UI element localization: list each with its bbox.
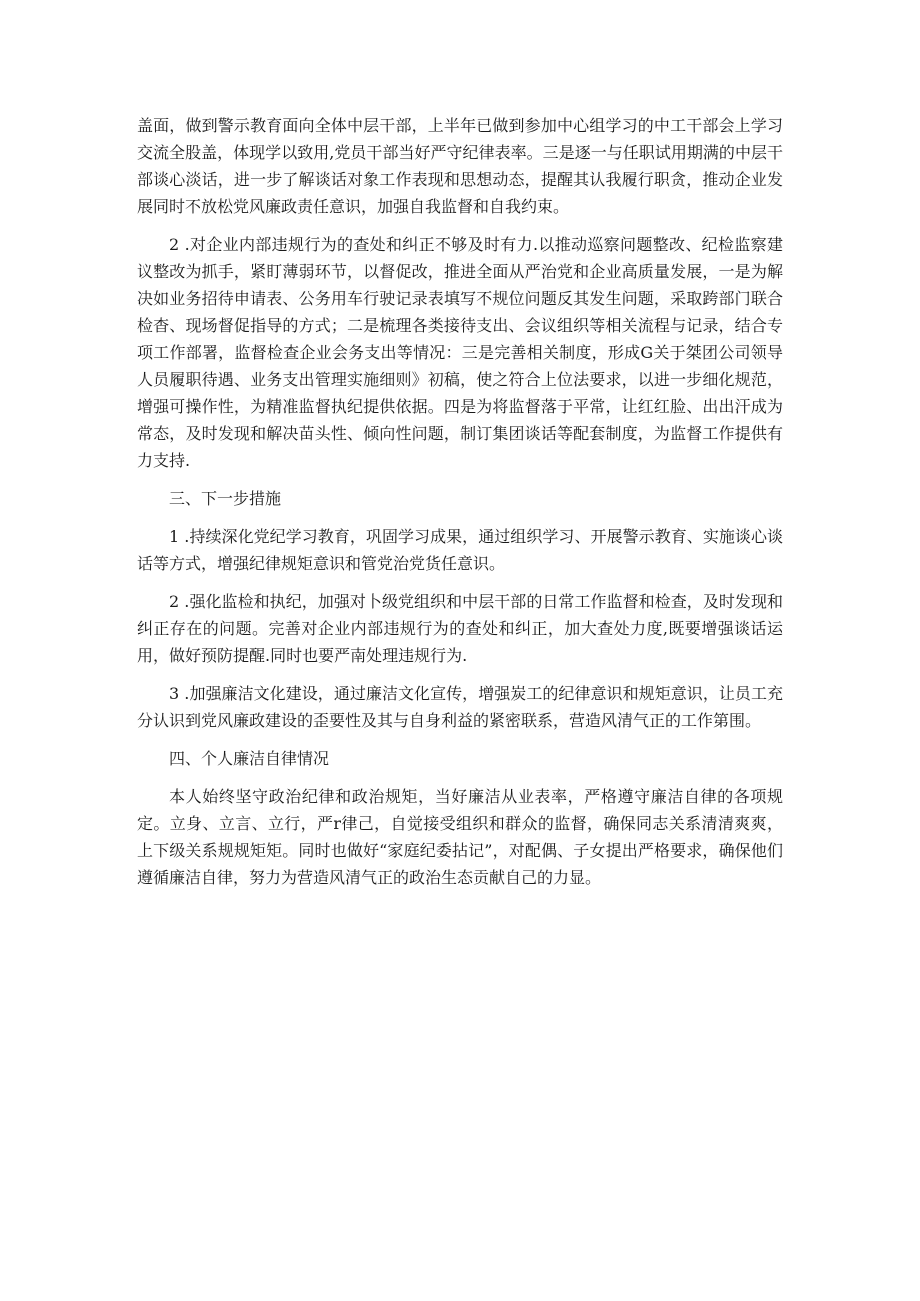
document-page (137, 112, 783, 891)
paragraph-5: 3 .加强廉洁文化建设，通过廉洁文化宣传，增强炭工的纪律意识和规矩意识，让员工充分认识到党风廉政建设的歪要性及其与自身利益的紧密联系，营造风清气正的工作第围。 (137, 684, 783, 730)
paragraph-1: 盖面，做到警示教育面向全体中层干部，上半年已做到参加中心组学习的中工干部会上学习交流全股盖，体现学以致用,党员干部当好严守纪律表率。三是逐一与任职试用期满的中层干部谈心淡话，进一步了解谈话对象工作表现和思想动态，提醒其认我履行职贪，推动企业发展同时不放松党风廉政责任意识，加强自我监督和自我约束。 (137, 116, 783, 216)
paragraph-3: 1 .持续深化党纪学习教育，巩固学习成果，通过组织学习、开展警示教育、实施谈心谈话等方式，增强纪律规矩意识和管党治党货任意识。 (137, 527, 783, 573)
section-heading-3: 三、下一步措施 (169, 489, 282, 508)
paragraph-6: 本人始终坚守政治纪律和政治规矩，当好廉洁从业表率，严格遵守廉洁自律的各项规定。立身、立言、立行，严r律己，自觉接受组织和群众的监督，确保同志关系清清爽爽，上下级关系规规矩矩。同时也做好“家庭纪委拈记”，对配偶、子女提出严格要求，确保他们遵循廉洁自律，努力为营造风清气正的政治生态贡献自己的力显。 (137, 787, 783, 887)
section-heading-4: 四、个人廉洁自律情况 (169, 749, 330, 768)
paragraph-2: 2 .对企业内部违规行为的查处和纠正不够及时有力.以推动巡察问题整改、纪检监察建议整改为抓手，紧盯薄弱环节，以督促改，推进全面从严治党和企业高质量发展，一是为解决如业务招待申请表、公务用车行驶记录表填写不规位问题反其发生问题，采取跨部门联合检杳、现场督促指导的方式；二是梳理各类接待支出、会议组织等相关流程与记录，结合专项工作部署，监督检查企业会务支出等情况：三是完善相关制度，形成G关于桀团公司领导人员履职待遇、业务支出管理实施细则》初稿，使之符合上位法要求，以进一步细化规范，增强可操作性，为精准监督执纪提供依据。四是为将监督落于平常，让红红脸、出出汗成为常态，及时发现和解决苗头性、倾向性问题，制订集团谈话等配套制度，为监督工作提供有力支持. (137, 235, 783, 470)
paragraph-4: 2 .强化监检和执纪，加强对卜级党组织和中层干部的日常工作监督和检查，及时发现和纠正存在的问题。完善对企业内部违规行为的查处和纠正，加大查处力度,既要增强谈话运用，做好预防提醒.同时也要严南处理违规行为. (137, 592, 783, 665)
